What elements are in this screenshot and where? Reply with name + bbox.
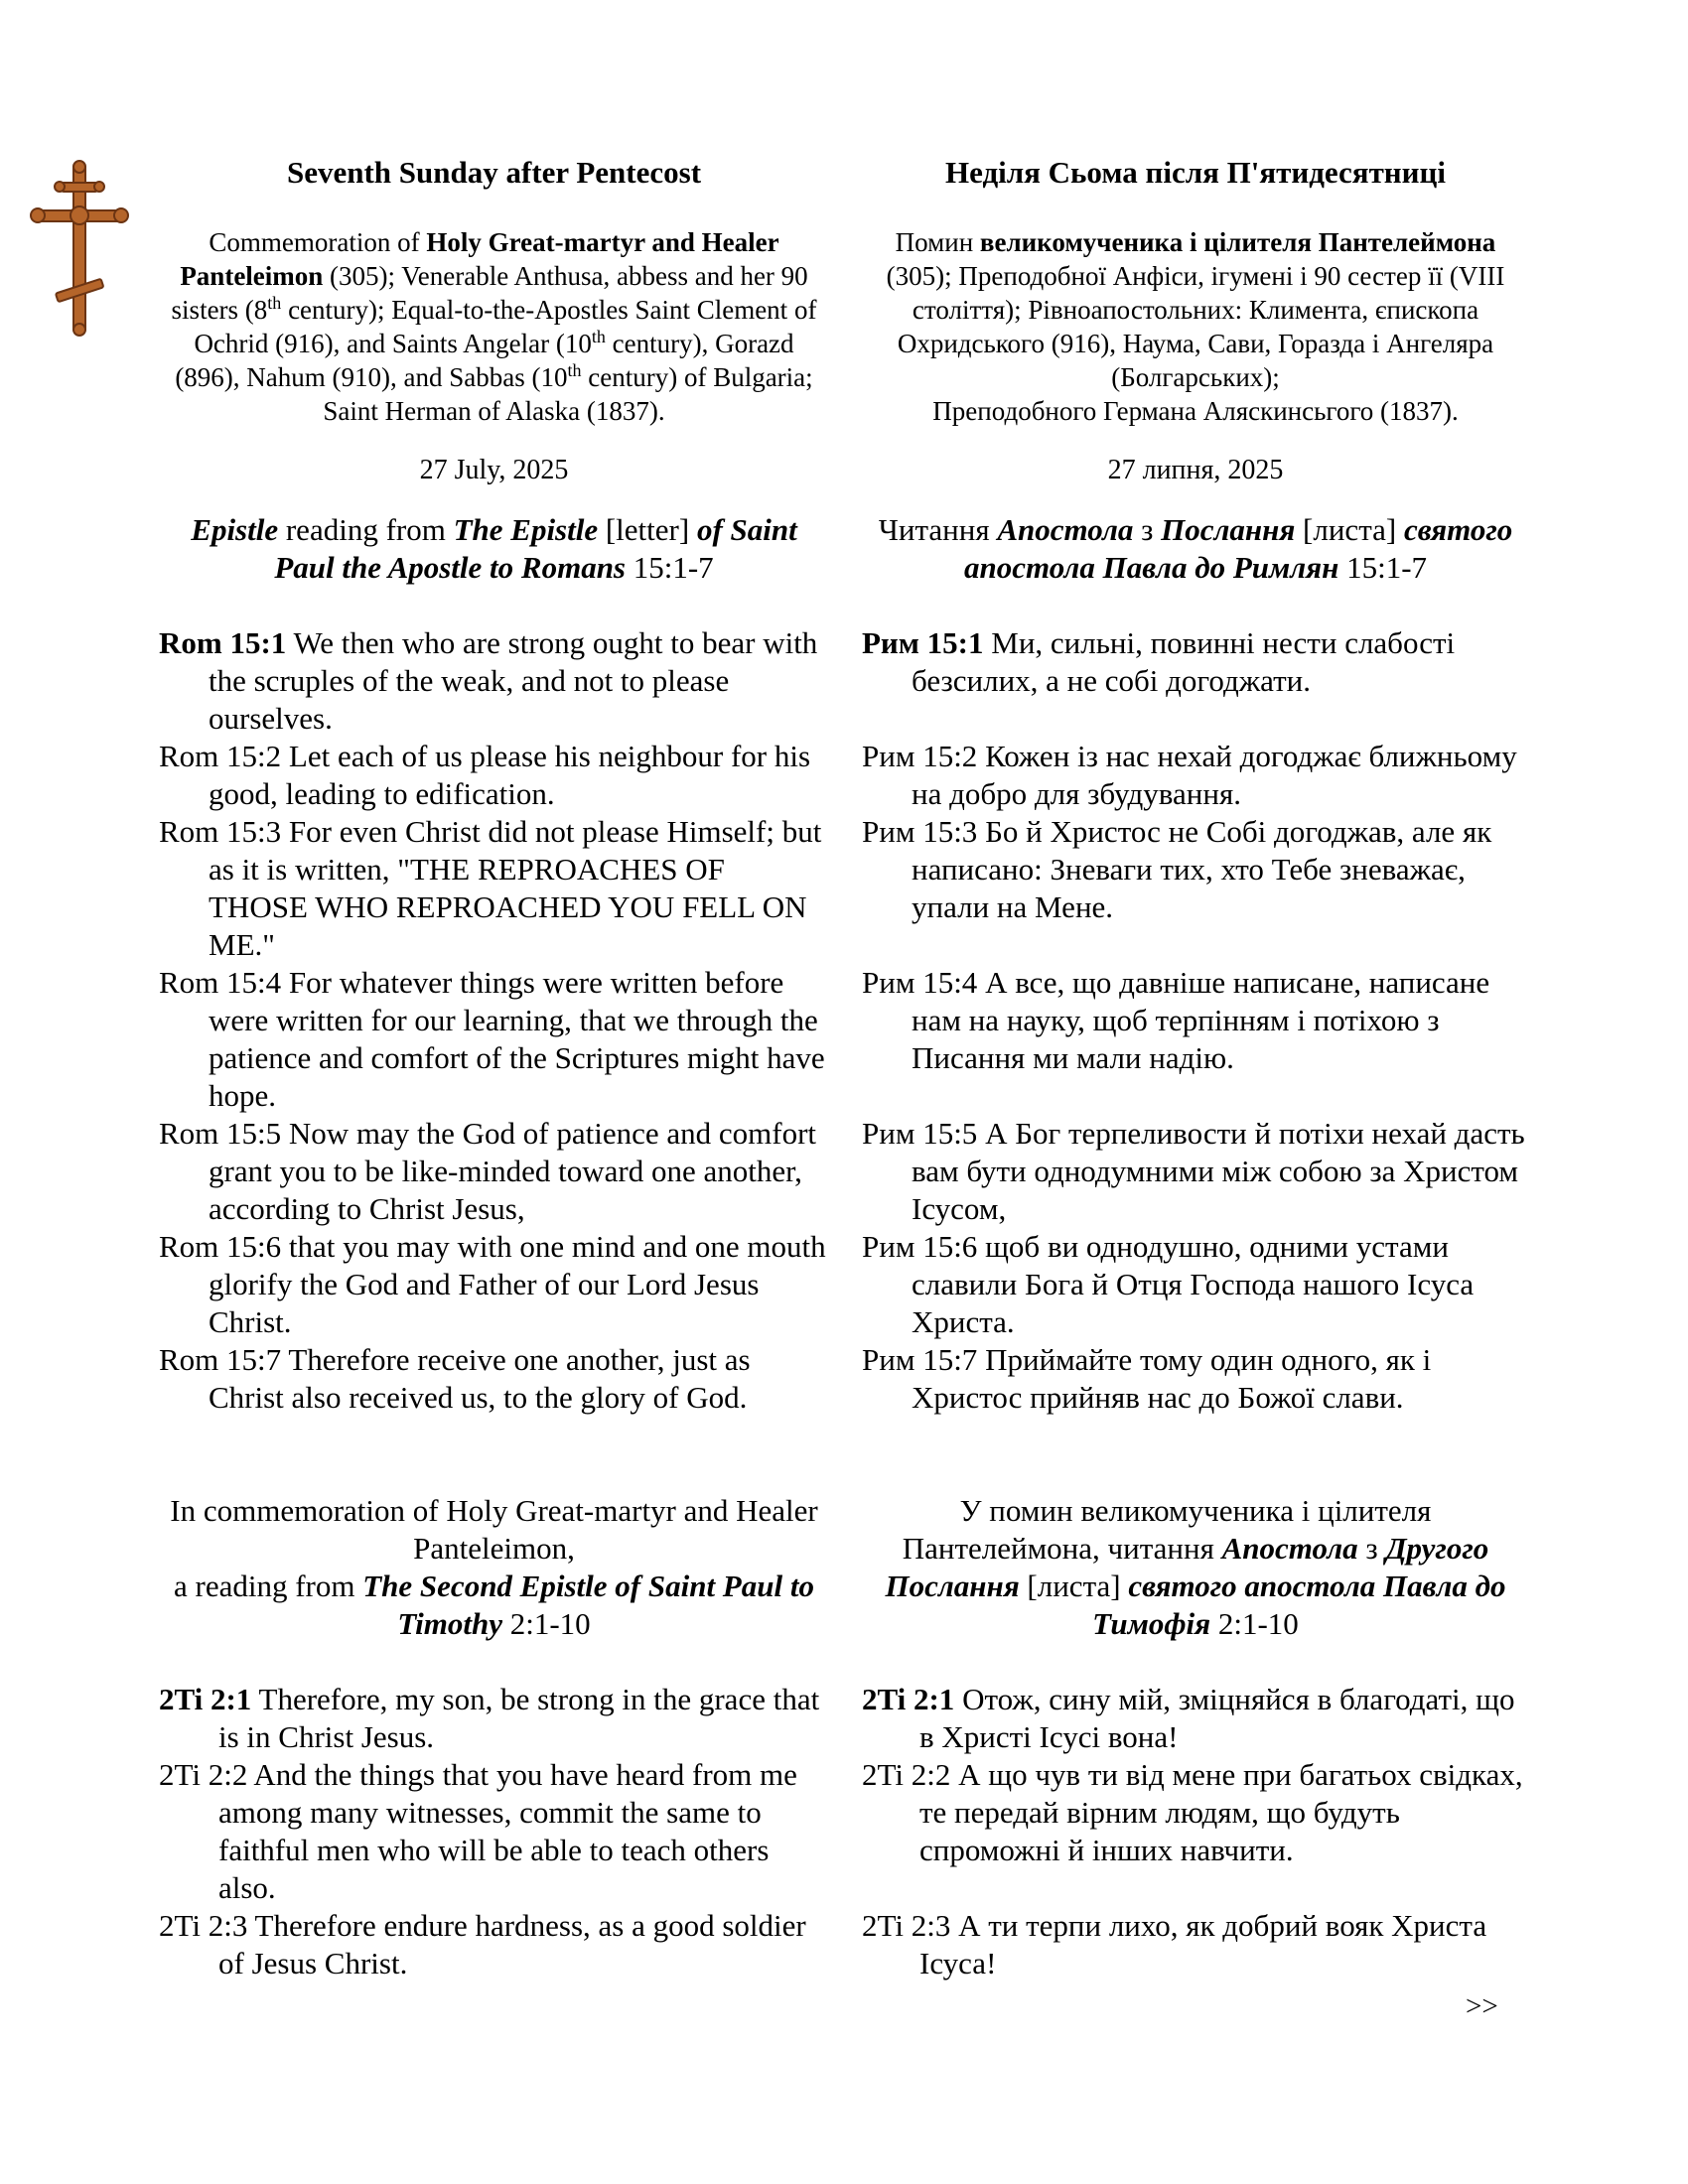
orthodox-cross-icon bbox=[30, 159, 129, 338]
verse: Рим 15:6 щоб ви однодушно, одними устами славили Бога й Отця Господа нашого Ісуса Христа. bbox=[862, 1229, 1475, 1339]
reading-heading-timothy-en: In commemoration of Holy Great-martyr and Healer Panteleimon, a reading from The Second Epistle of Saint Paul to Timothy 2:1-10 bbox=[170, 1493, 818, 1641]
title-en: Seventh Sunday after Pentecost bbox=[286, 155, 702, 190]
romans-verses-en bbox=[159, 624, 829, 1417]
verse: 2Ti 2:2 And the things that you have heard from me among many witnesses, commit the same to faithful men who will be able to teach others also. bbox=[159, 1757, 797, 1905]
ukrainian-column bbox=[862, 154, 1529, 1982]
verse: Rom 15:2 Let each of us please his neighbour for his good, leading to edification. bbox=[159, 739, 811, 811]
commemoration-uk: Помин великомученика і цілителя Пантелеймона (305); Преподобної Анфіси, ігумені і 90 сестер її (VIII століття); Рівноапостольних: Климента, єпископа Охридського (916), Наума, Сави, Горазда і Ангеляра (Болгарських); Преподобного Германа Аляскинсьгого (1837). bbox=[886, 227, 1505, 426]
verse: 2Ti 2:3 Therefore endure hardness, as a good soldier of Jesus Christ. bbox=[159, 1908, 806, 1980]
verse: Rom 15:5 Now may the God of patience and comfort grant you to be like-minded toward one another, according to Christ Jesus, bbox=[159, 1116, 817, 1226]
verse: Rom 15:3 For even Christ did not please Himself; but as it is written, "THE REPROACHES OF THOSE WHO REPROACHED YOU FELL ON ME." bbox=[159, 814, 822, 962]
title-uk: Неділя Сьома після П'ятидесятниці bbox=[944, 155, 1447, 190]
verse: Рим 15:1 Ми, сильні, повинні нести слабості безсилих, а не собі догоджати. bbox=[862, 625, 1456, 698]
verse: 2Ti 2:3 А ти терпи лихо, як добрий вояк Христа Ісуса! bbox=[862, 1908, 1487, 1980]
verse: Рим 15:2 Кожен із нас нехай догоджає ближньому на добро для збудування. bbox=[862, 739, 1517, 811]
english-column bbox=[159, 154, 829, 1982]
verse: Rom 15:1 We then who are strong ought to bear with the scruples of the weak, and not to please ourselves. bbox=[159, 625, 818, 736]
verse: Rom 15:7 Therefore receive one another, just as Christ also received us, to the glory of God. bbox=[159, 1342, 751, 1415]
verse: 2Ti 2:1 Отож, сину мій, зміцняйся в благодаті, що в Христі Ісусі вона! bbox=[862, 1682, 1515, 1754]
timothy-verses-en bbox=[159, 1681, 829, 1982]
verse: Рим 15:7 Приймайте тому один одного, як і Христос прийняв нас до Божої слави. bbox=[862, 1342, 1432, 1415]
verse: Рим 15:5 А Бог терпеливости й потіхи нехай дасть вам бути однодумними між собою за Христом Ісусом, bbox=[862, 1116, 1525, 1226]
verse: Рим 15:4 А все, що давніше написане, написане нам на науку, щоб терпінням і потіхою з Писання ми мали надію. bbox=[862, 965, 1490, 1075]
verse: 2Ti 2:1 Therefore, my son, be strong in the grace that is in Christ Jesus. bbox=[159, 1682, 820, 1754]
date-uk: 27 липня, 2025 bbox=[1107, 455, 1284, 485]
reading-heading-romans-uk: Читання Апостола з Послання [листа] святого апостола Павла до Римлян 15:1-7 bbox=[878, 512, 1513, 585]
timothy-verses-uk bbox=[862, 1681, 1529, 1982]
continued-marker: >> bbox=[1466, 1990, 1498, 2022]
date-en: 27 July, 2025 bbox=[419, 455, 569, 485]
reading-heading-timothy-uk: У помин великомученика і цілителя Пантелеймона, читання Апостола з Другого Послання [листа] святого апостола Павла до Тимофія 2:1-10 bbox=[885, 1493, 1506, 1641]
reading-heading-romans-en: Epistle reading from The Epistle [letter] of Saint Paul the Apostle to Romans 15:1-7 bbox=[191, 512, 797, 585]
verse: Rom 15:4 For whatever things were written before were written for our learning, that we through the patience and comfort of the Scriptures might have hope. bbox=[159, 965, 825, 1113]
commemoration-en: Commemoration of Holy Great-martyr and Healer Panteleimon (305); Venerable Anthusa, abbess and her 90 sisters (8th century); Equal-to-the-Apostles Saint Clement of Ochrid (916), and Saints Angelar (10th century), Gorazd (896), Nahum (910), and Sabbas (10th century) of Bulgaria; Saint Herman of Alaska (1837). bbox=[171, 227, 817, 426]
verse: Rom 15:6 that you may with one mind and one mouth glorify the God and Father of our Lord Jesus Christ. bbox=[159, 1229, 826, 1339]
verse: 2Ti 2:2 А що чув ти від мене при багатьох свідках, те передай вірним людям, що будуть спроможні й інших навчити. bbox=[862, 1757, 1523, 1867]
verse: Рим 15:3 Бо й Христос не Собі догоджав, але як написано: Зневаги тих, хто Тебе зневажає, упали на Мене. bbox=[862, 814, 1492, 924]
romans-verses-uk bbox=[862, 624, 1529, 1417]
